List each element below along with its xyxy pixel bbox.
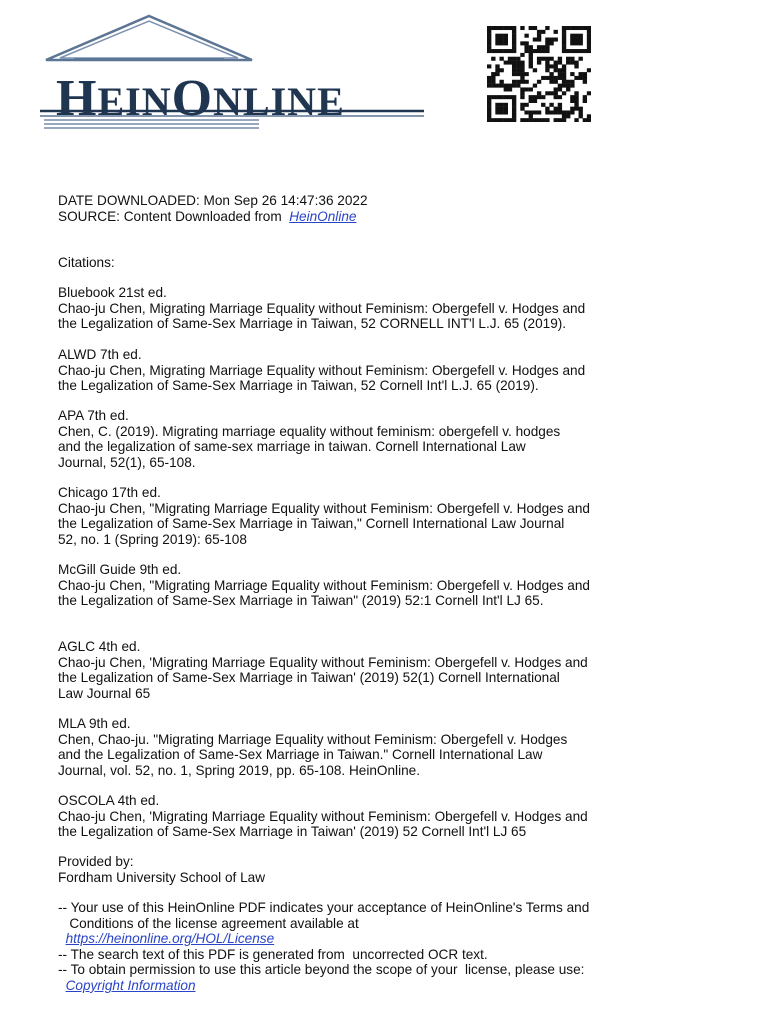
citation-style: AGLC 4th ed. xyxy=(58,639,141,654)
citation-style: MLA 9th ed. xyxy=(58,716,131,731)
citation-line: and the Legalization of Same-Sex Marriage in Taiwan." Cornell International Law xyxy=(58,747,543,763)
citation-mcgill xyxy=(58,562,590,609)
copyright-link[interactable]: Copyright Information xyxy=(65,977,196,993)
provided-by-label: Provided by: xyxy=(58,854,134,869)
citation-style: OSCOLA 4th ed. xyxy=(58,793,160,808)
note-line: Conditions of the license agreement available at xyxy=(58,915,359,931)
citation-oscola xyxy=(58,793,588,840)
heinonline-logo xyxy=(36,14,428,132)
citation-line: the Legalization of Same-Sex Marriage in Taiwan' (2019) 52(1) Cornell International xyxy=(58,670,560,686)
note-line: -- Your use of this HeinOnline PDF indicates your acceptance of HeinOnline's Terms and xyxy=(58,900,590,915)
note-link-row xyxy=(58,931,589,947)
citation-line: Law Journal 65 xyxy=(58,685,151,701)
note-line: -- To obtain permission to use this article beyond the scope of your license, please use: xyxy=(58,962,585,978)
citation-aglc xyxy=(58,639,588,701)
citation-line: Chen, C. (2019). Migrating marriage equality without feminism: obergefell v. hodges xyxy=(58,423,561,439)
institution-name: Fordham University School of Law xyxy=(58,869,266,885)
note-link-row xyxy=(58,978,589,994)
citation-line: Chao-ju Chen, 'Migrating Marriage Equality without Feminism: Obergefell v. Hodges and xyxy=(58,654,588,670)
citation-style: ALWD 7th ed. xyxy=(58,347,142,362)
citation-line: Chao-ju Chen, Migrating Marriage Equality without Feminism: Obergefell v. Hodges and xyxy=(58,300,586,316)
citations-heading: Citations: xyxy=(58,255,115,270)
qr-code-icon xyxy=(487,26,591,122)
citation-line: Journal, 52(1), 65-108. xyxy=(58,454,196,470)
heinonline-link[interactable]: HeinOnline xyxy=(289,208,357,224)
citation-style: Bluebook 21st ed. xyxy=(58,285,167,300)
citation-line: 52, no. 1 (Spring 2019): 65-108 xyxy=(58,531,247,547)
citation-line: Chao-ju Chen, "Migrating Marriage Equality without Feminism: Obergefell v. Hodges and xyxy=(58,500,590,516)
qr-code xyxy=(487,26,591,122)
citation-line: Journal, vol. 52, no. 1, Spring 2019, pp. 65-108. HeinOnline. xyxy=(58,762,420,778)
citation-line: Chao-ju Chen, Migrating Marriage Equality without Feminism: Obergefell v. Hodges and xyxy=(58,362,586,378)
download-meta xyxy=(58,193,368,224)
citation-mla xyxy=(58,716,567,778)
citation-line: Chao-ju Chen, "Migrating Marriage Equality without Feminism: Obergefell v. Hodges and xyxy=(58,577,590,593)
citation-line: the Legalization of Same-Sex Marriage in Taiwan" (2019) 52:1 Cornell Int'l LJ 65. xyxy=(58,593,544,609)
date-downloaded: DATE DOWNLOADED: Mon Sep 26 14:47:36 2022 xyxy=(58,193,368,208)
citation-line: the Legalization of Same-Sex Marriage in Taiwan, 52 Cornell Int'l L.J. 65 (2019). xyxy=(58,378,539,394)
citation-style: APA 7th ed. xyxy=(58,408,129,423)
usage-notes xyxy=(58,900,589,994)
citation-alwd xyxy=(58,347,585,394)
source-line: SOURCE: Content Downloaded from HeinOnline xyxy=(58,208,357,224)
license-link[interactable]: https://heinonline.org/HOL/License xyxy=(65,931,275,947)
citation-style: Chicago 17th ed. xyxy=(58,485,161,500)
citation-line: the Legalization of Same-Sex Marriage in Taiwan' (2019) 52 Cornell Int'l LJ 65 xyxy=(58,824,527,840)
note-line: -- The search text of this PDF is generated from uncorrected OCR text. xyxy=(58,946,488,962)
citation-chicago xyxy=(58,485,590,547)
citation-line: Chao-ju Chen, 'Migrating Marriage Equality without Feminism: Obergefell v. Hodges and xyxy=(58,808,588,824)
citation-line: Chen, Chao-ju. "Migrating Marriage Equality without Feminism: Obergefell v. Hodges xyxy=(58,731,568,747)
citation-line: the Legalization of Same-Sex Marriage in Taiwan, 52 CORNELL INT'l L.J. 65 (2019). xyxy=(58,316,567,332)
citation-line: the Legalization of Same-Sex Marriage in Taiwan," Cornell International Law Journal xyxy=(58,516,565,532)
citation-bluebook xyxy=(58,285,585,332)
logo-wordmark: HEINONLINE xyxy=(56,70,345,127)
provided-by xyxy=(58,854,265,885)
citation-style: McGill Guide 9th ed. xyxy=(58,562,182,577)
citation-apa xyxy=(58,408,560,470)
citation-line: and the legalization of same-sex marriage in taiwan. Cornell International Law xyxy=(58,439,526,455)
